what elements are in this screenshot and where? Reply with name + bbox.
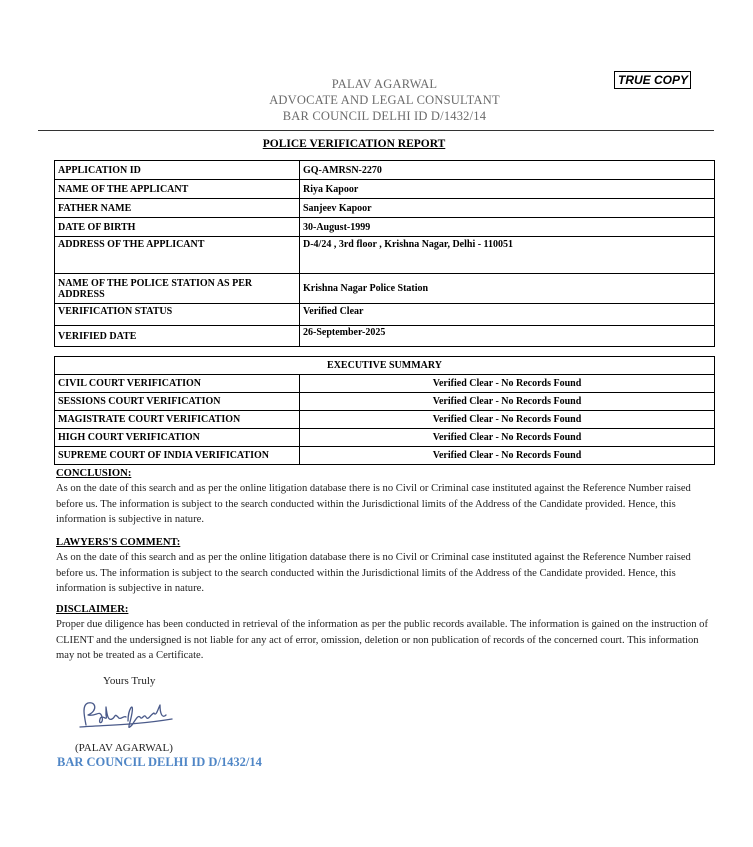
advocate-name: PALAV AGARWAL	[331, 77, 438, 91]
info-value: Sanjeev Kapoor	[300, 199, 715, 218]
disclaimer-text: Proper due diligence has been conducted in retrieval of the information as per the public records available. The information is gained on the instruction of CLIENT and the undersigned is not liable for any act of error, omission, deletion or non publication of records of the concerned court. This information may not be treated as a Certificate.	[56, 619, 708, 661]
table-row	[55, 429, 715, 447]
disclaimer-label: DISCLAIMER:	[56, 604, 129, 615]
table-row	[55, 375, 715, 393]
info-label: FATHER NAME	[55, 199, 300, 218]
info-value: Krishna Nagar Police Station	[300, 274, 715, 304]
lawyers-comment-text: As on the date of this search and as per the online litigation database there is no Civil or Criminal case instituted against the Reference Number raised before us. The information is subject to the search conducted within the Jurisdictional limits of the Address of the Candidate provided. Hence, this information is subjective in nature.	[56, 552, 691, 594]
table-row	[55, 393, 715, 411]
table-row	[55, 180, 715, 199]
info-value: Riya Kapoor	[300, 180, 715, 199]
info-label: VERIFIED DATE	[55, 326, 300, 347]
table-row	[55, 411, 715, 429]
advocate-title: ADVOCATE AND LEGAL CONSULTANT	[269, 93, 500, 107]
info-value: 30-August-1999	[300, 218, 715, 237]
footer-bar-council-id: BAR COUNCIL DELHI ID D/1432/14	[57, 755, 262, 769]
summary-heading: EXECUTIVE SUMMARY	[55, 357, 715, 375]
table-row	[55, 357, 715, 375]
info-label: NAME OF THE POLICE STATION AS PER ADDRESS	[55, 274, 300, 304]
summary-value: Verified Clear - No Records Found	[300, 411, 715, 429]
summary-label: HIGH COURT VERIFICATION	[55, 429, 300, 447]
lawyers-comment-label: LAWYERS'S COMMENT:	[56, 537, 181, 548]
info-value: Verified Clear	[300, 304, 715, 326]
summary-label: SESSIONS COURT VERIFICATION	[55, 393, 300, 411]
summary-value: Verified Clear - No Records Found	[300, 447, 715, 465]
table-row	[55, 161, 715, 180]
summary-value: Verified Clear - No Records Found	[300, 429, 715, 447]
conclusion-section	[56, 466, 716, 527]
info-value: 26-September-2025	[300, 326, 715, 347]
header-divider	[38, 130, 714, 131]
table-row	[55, 218, 715, 237]
summary-value: Verified Clear - No Records Found	[300, 375, 715, 393]
summary-value: Verified Clear - No Records Found	[300, 393, 715, 411]
yours-truly: Yours Truly	[103, 675, 156, 687]
info-value: GQ-AMRSN-2270	[300, 161, 715, 180]
executive-summary-table	[54, 356, 715, 465]
summary-label: SUPREME COURT OF INDIA VERIFICATION	[55, 447, 300, 465]
info-label: DATE OF BIRTH	[55, 218, 300, 237]
lawyers-comment-section	[56, 535, 716, 596]
table-row	[55, 447, 715, 465]
table-row	[55, 199, 715, 218]
info-label: ADDRESS OF THE APPLICANT	[55, 237, 300, 274]
table-row	[55, 326, 715, 347]
conclusion-text: As on the date of this search and as per the online litigation database there is no Civil or Criminal case instituted against the Reference Number raised before us. The information is subject to the search conducted within the Jurisdictional limits of the Address of the Candidate provided. Hence, this information is subjective in nature.	[56, 483, 691, 525]
info-value: D-4/24 , 3rd floor , Krishna Nagar, Delhi - 110051	[300, 237, 715, 274]
bar-council-id: BAR COUNCIL DELHI ID D/1432/14	[282, 109, 487, 123]
table-row	[55, 274, 715, 304]
signature-image	[76, 695, 176, 737]
info-label: APPLICATION ID	[55, 161, 300, 180]
disclaimer-section	[56, 602, 716, 663]
summary-label: CIVIL COURT VERIFICATION	[55, 375, 300, 393]
report-title: POLICE VERIFICATION REPORT	[262, 138, 446, 150]
info-label: VERIFICATION STATUS	[55, 304, 300, 326]
table-row	[55, 237, 715, 274]
summary-label: MAGISTRATE COURT VERIFICATION	[55, 411, 300, 429]
signatory-name: (PALAV AGARWAL)	[75, 742, 173, 754]
info-label: NAME OF THE APPLICANT	[55, 180, 300, 199]
applicant-info-table	[54, 160, 715, 347]
true-copy-stamp: TRUE COPY	[614, 71, 691, 89]
conclusion-label: CONCLUSION:	[56, 468, 132, 479]
table-row	[55, 304, 715, 326]
